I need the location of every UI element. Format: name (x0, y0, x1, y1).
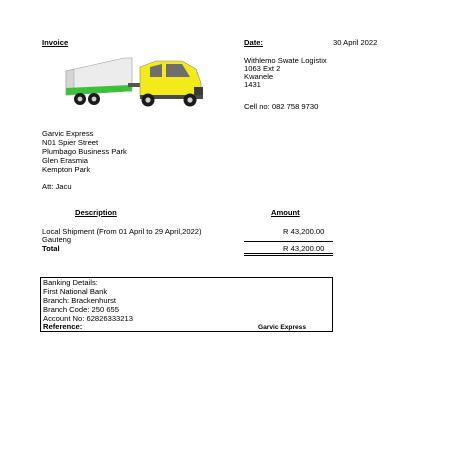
banking-branch-code: Branch Code: 250 655 (43, 305, 119, 314)
total-amount: R 43,200.00 (283, 244, 325, 253)
recipient-line: Plumbago Business Park (42, 147, 127, 156)
row-description-line2: Gauteng (42, 235, 72, 244)
truck-illustration (58, 57, 216, 111)
description-header: Description (75, 208, 117, 217)
recipient-line: N01 Spier Street (42, 138, 99, 147)
banking-reference-label: Reference: (43, 322, 83, 331)
row-description: Local Shipment (From 01 April to 29 April,2022) (42, 227, 202, 236)
banking-account: Account No: 62826333213 (43, 314, 133, 323)
recipient-line: Garvic Express (42, 129, 94, 138)
date-value: 30 April 2022 (333, 38, 378, 47)
row-amount: R 43,200.00 (283, 227, 325, 236)
supplier-address-line1: 1063 Ext 2 (244, 64, 281, 73)
supplier-postal-code: 1431 (244, 80, 261, 89)
banking-title: Banking Details: (43, 278, 98, 287)
attention-line: Att: Jacu (42, 182, 72, 191)
recipient-line: Kempton Park (42, 165, 91, 174)
front-grill (194, 87, 203, 95)
supplier-name: Withlemo Swate Logistix (244, 56, 327, 65)
amount-header: Amount (271, 208, 300, 217)
supplier-address-line2: Kwanele (244, 72, 274, 81)
recipient-line: Glen Erasmia (42, 156, 89, 165)
banking-bank: First National Bank (43, 287, 108, 296)
banking-reference-value: Garvic Express (258, 324, 307, 331)
date-label: Date: (244, 38, 263, 47)
subtotal-rule (244, 241, 333, 242)
total-rule-2 (244, 255, 333, 256)
invoice-heading: Invoice (42, 38, 69, 47)
supplier-cell: Cell no: 082 758 9730 (244, 102, 319, 111)
total-rule-1 (244, 253, 333, 254)
total-label: Total (42, 244, 60, 253)
banking-branch: Branch: Brackenhurst (43, 296, 117, 305)
